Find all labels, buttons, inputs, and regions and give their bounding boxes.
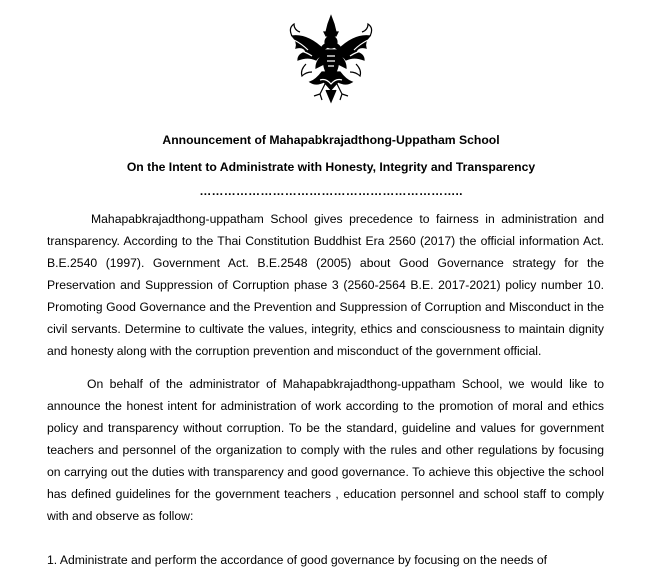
paragraph-intro: Mahapabkrajadthong-uppatham School gives precedence to fairness in administration and transparency. According to the Thai Constitution Buddhist Era 2560 (2017) the official information Act. B.E.2540 (1997). Government Act. B.E.2548 (2005) about Good Governance strategy for the Preservation and Suppression of Corruption phase 3 (2560-2564 B.E. 2017-2021) policy number 10. Promoting Good Governance and the Prevention and Suppression of Corruption and Misconduct in the civil servants. Determine to cultivate the values, integrity, ethics and consciousness to maintain dignity and honesty along with the corruption prevention and misconduct of the government official.	[47, 212, 604, 358]
paragraph-intent: On behalf of the administrator of Mahapabkrajadthong-uppatham School, we would like to announce the honest intent for administration of work according to the promotion of moral and ethics policy and transparency without corruption. To be the standard, guideline and values for government teachers and personnel of the organization to comply with the rules and other regulations by focusing on carrying out the duties with transparency and good governance. To achieve this objective the school has defined guidelines for the government teachers , education personnel and school staff to comply with and observe as follow:	[47, 377, 604, 523]
separator-dots: ………………………………………………………..	[199, 184, 463, 198]
list-item-1: 1. Administrate and perform the accordance of good governance by focusing on the needs of	[47, 553, 548, 567]
garuda-emblem-icon	[286, 14, 376, 106]
announcement-title: Announcement of Mahapabkrajadthong-Uppatham School	[162, 133, 500, 147]
announcement-subtitle: On the Intent to Administrate with Honesty, Integrity and Transparency	[126, 160, 536, 174]
